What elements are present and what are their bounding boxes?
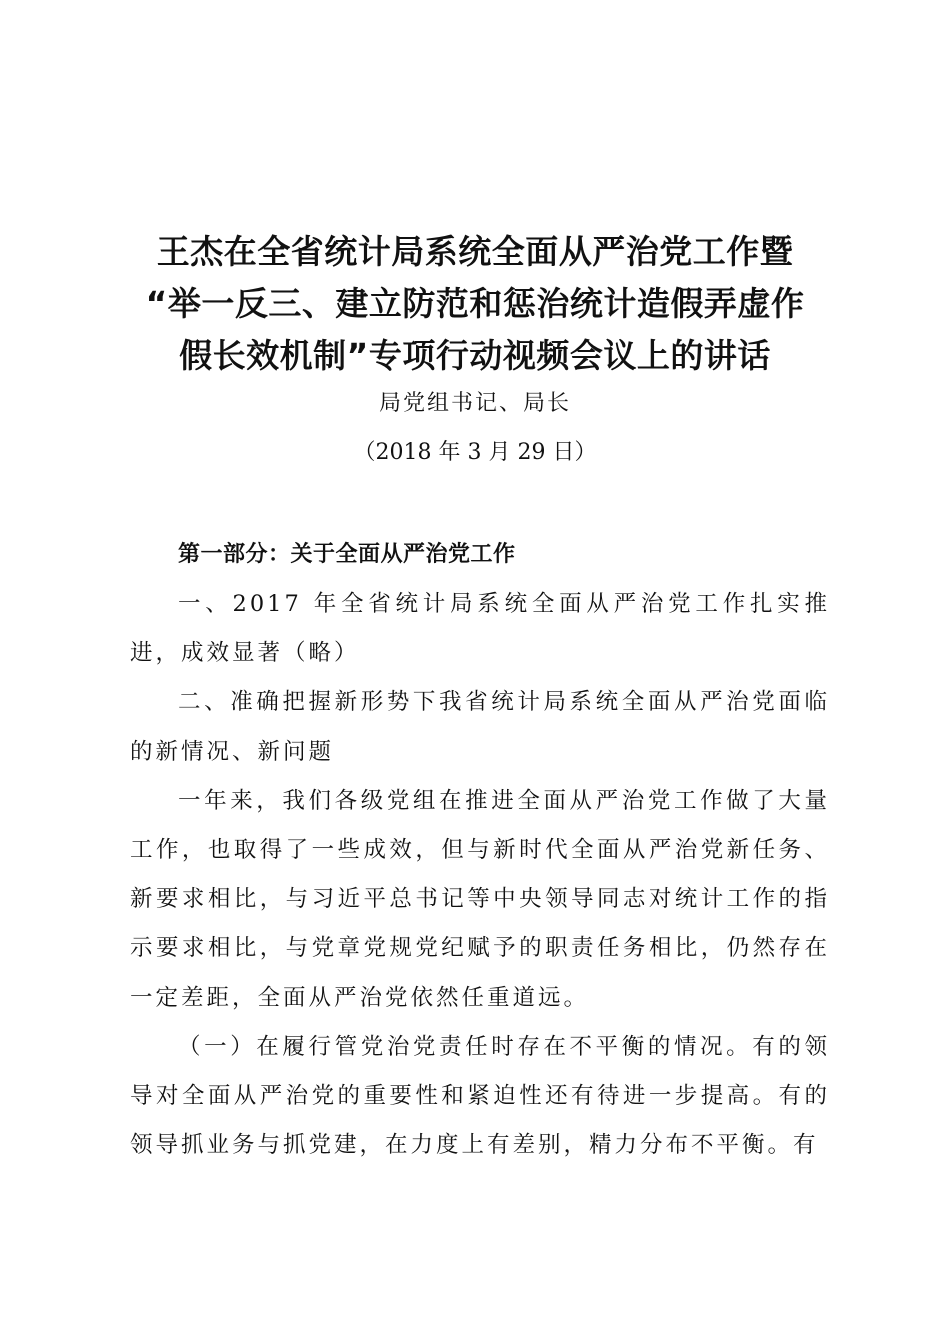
title-line-2: “举一反三、建立防范和惩治统计造假弄虚作 (145, 284, 805, 323)
paragraph-4: （一）在履行管党治党责任时存在不平衡的情况。有的领导对全面从严治党的重要性和紧迫性还有待进一步提高。有的领导抓业务与抓党建，在力度上有差别，精力分布不平衡。有 (130, 1033, 830, 1159)
paragraph-1: 一、2017 年全省统计局系统全面从严治党工作扎实推进，成效显著（略） (130, 591, 830, 667)
paragraph-3: 一年来，我们各级党组在推进全面从严治党工作做了大量工作，也取得了一些成效，但与新时代全面从严治党新任务、新要求相比，与习近平总书记等中央领导同志对统计工作的指示要求相比，与党章党规党纪赋予的职责任务相比，仍然存在一定差距，全面从严治党依然任重道远。 (130, 787, 830, 1011)
date-line: （2018 年 3 月 29 日） (353, 440, 597, 465)
document-body (130, 530, 830, 1170)
title-line-1: 王杰在全省统计局系统全面从严治党工作暨 (156, 232, 794, 271)
author-line: 局党组书记、局长 (378, 391, 571, 416)
title-line-3: 假长效机制”专项行动视频会议上的讲话 (179, 336, 771, 375)
section-heading: 第一部分：关于全面从严治党工作 (178, 542, 516, 567)
document-title (120, 226, 830, 382)
paragraph-2: 二、准确把握新形势下我省统计局系统全面从严治党面临的新情况、新问题 (130, 689, 830, 765)
